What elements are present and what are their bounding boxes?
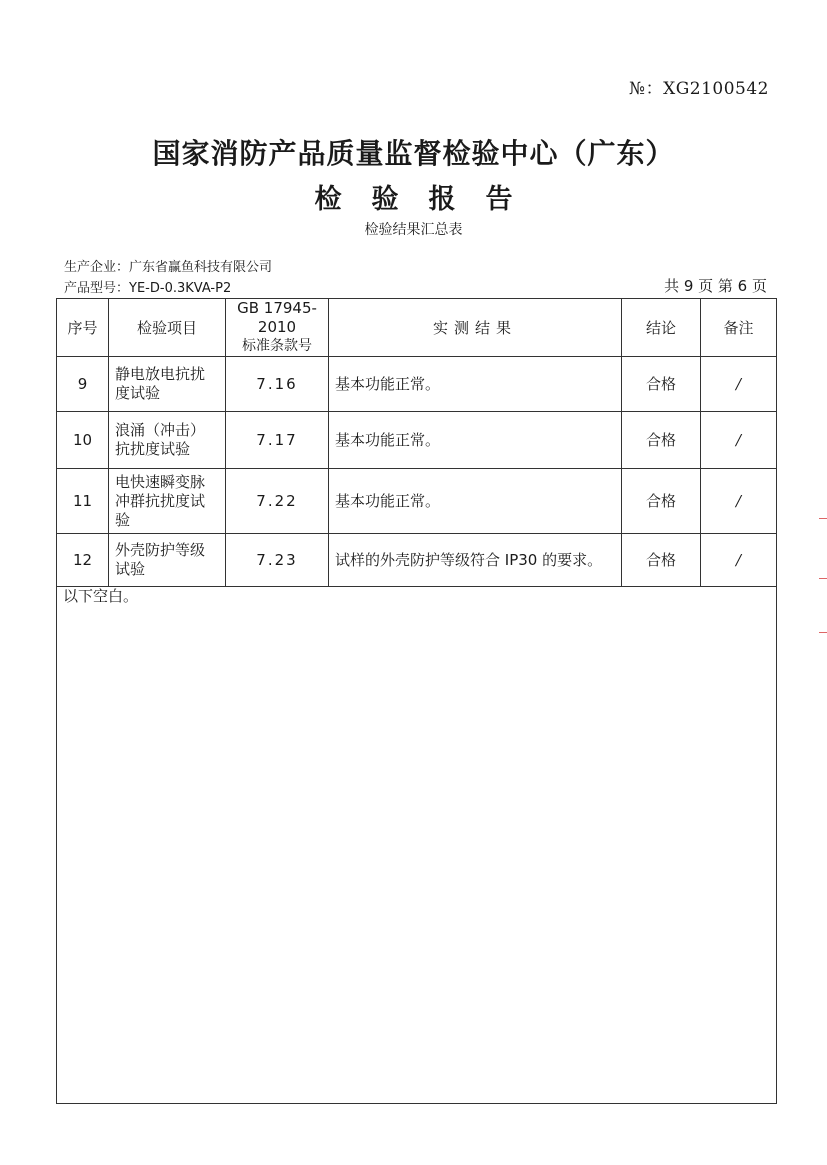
row-remark: / bbox=[701, 357, 777, 412]
row-no: 10 bbox=[57, 412, 109, 469]
row-remark: / bbox=[701, 469, 777, 534]
row-remark: / bbox=[701, 534, 777, 587]
model-line bbox=[64, 277, 231, 296]
row-clause: 7.22 bbox=[226, 469, 329, 534]
edge-seal-mark bbox=[819, 578, 827, 579]
report-title: 检验报告 bbox=[314, 184, 543, 215]
company-name: 广东省赢鱼科技有限公司 bbox=[129, 260, 273, 275]
table-row bbox=[57, 412, 777, 469]
company-label: 生产企业： bbox=[64, 260, 130, 275]
header-standard-clause: 标准条款号 bbox=[242, 338, 312, 354]
row-remark: / bbox=[701, 412, 777, 469]
row-no: 11 bbox=[57, 469, 109, 534]
header-standard-code: GB 17945-2010 bbox=[237, 299, 317, 336]
blank-note: 以下空白。 bbox=[57, 587, 777, 1104]
header-conclusion: 结论 bbox=[622, 299, 701, 357]
table-row bbox=[57, 469, 777, 534]
edge-seal-mark bbox=[819, 632, 827, 633]
header-remark: 备注 bbox=[701, 299, 777, 357]
report-number: №：XG2100542 bbox=[629, 79, 769, 99]
row-clause: 7.17 bbox=[226, 412, 329, 469]
row-conclusion: 合格 bbox=[622, 412, 701, 469]
row-no: 12 bbox=[57, 534, 109, 587]
row-result: 试样的外壳防护等级符合 IP30 的要求。 bbox=[329, 534, 622, 587]
row-item: 外壳防护等级试验 bbox=[109, 534, 226, 587]
row-no: 9 bbox=[57, 357, 109, 412]
row-item: 静电放电抗扰度试验 bbox=[109, 357, 226, 412]
results-table bbox=[56, 298, 777, 1104]
row-conclusion: 合格 bbox=[622, 357, 701, 412]
model-label: 产品型号： bbox=[64, 281, 130, 296]
row-item: 电快速瞬变脉冲群抗扰度试验 bbox=[109, 469, 226, 534]
row-clause: 7.16 bbox=[226, 357, 329, 412]
organization-title: 国家消防产品质量监督检验中心（广东） bbox=[152, 137, 675, 170]
page-info: 共 9 页 第 6 页 bbox=[664, 277, 767, 295]
model-number: YE-D-0.3KVA-P2 bbox=[129, 281, 232, 296]
table-row bbox=[57, 534, 777, 587]
report-subtitle: 检验结果汇总表 bbox=[364, 222, 463, 238]
header-item: 检验项目 bbox=[109, 299, 226, 357]
row-result: 基本功能正常。 bbox=[329, 412, 622, 469]
row-result: 基本功能正常。 bbox=[329, 469, 622, 534]
blank-row bbox=[57, 587, 777, 1104]
row-result: 基本功能正常。 bbox=[329, 357, 622, 412]
header-standard bbox=[226, 299, 329, 357]
row-conclusion: 合格 bbox=[622, 469, 701, 534]
edge-seal-mark bbox=[819, 518, 827, 519]
company-line bbox=[64, 256, 272, 275]
row-conclusion: 合格 bbox=[622, 534, 701, 587]
row-clause: 7.23 bbox=[226, 534, 329, 587]
header-no: 序号 bbox=[57, 299, 109, 357]
row-item: 浪涌（冲击）抗扰度试验 bbox=[109, 412, 226, 469]
table-header-row bbox=[57, 299, 777, 357]
header-result: 实测结果 bbox=[329, 299, 622, 357]
table-row bbox=[57, 357, 777, 412]
